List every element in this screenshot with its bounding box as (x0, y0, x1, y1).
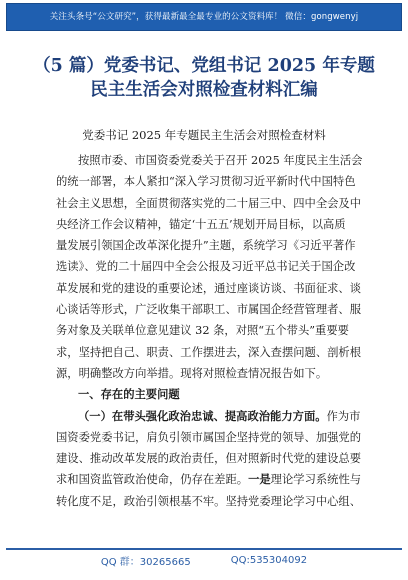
section-heading: 一、存在的主要问题 (78, 387, 180, 402)
document-subtitle: 党委书记 2025 年专题民主生活会对照检查材料 (82, 128, 326, 142)
document-body (56, 150, 374, 512)
title-line-2: 民主生活会对照检查材料汇编 (90, 80, 318, 100)
paragraph-line: 转化度不足，政治引领根基不牢。坚持党委理论学习中心组、 (56, 494, 362, 508)
footer-qq-number: QQ:535304092 (230, 554, 308, 566)
paragraph-line: 国资委党委书记，肩负引领市属国企坚持党的领导、加强党的 (56, 430, 362, 444)
sub-heading: （一）在带头强化政治忠诚、提高政治能力方面。 (78, 408, 327, 423)
paragraph-line (56, 469, 374, 490)
point-marker: 一是 (248, 472, 271, 487)
paragraph-line: 社会主义思想，全面贯彻落实党的二十届三中、四中全会及中 (56, 196, 362, 210)
paragraph-text: 理论学习系统性与 (270, 473, 362, 487)
paragraph-line: 量发展引领国企改革深化提升”主题，系统学习《习近平著作 (56, 239, 356, 253)
paragraph-line: 革发展和党的建设的重要论述，通过座谈访谈、书面征求、谈 (56, 281, 362, 295)
paragraph-line: 的统一部署，本人紧扣“深入学习贯彻习近平新时代中国特色 (56, 175, 356, 189)
paragraph-line: 心谈话等形式，广泛收集干部职工、市属国企经营管理者、服 (56, 303, 362, 317)
paragraph-line: 选读》、党的二十届四中全会公报及习近平总书记关于国企改 (56, 260, 356, 274)
paragraph-line: 求，坚持把自己、职责、工作摆进去，深入查摆问题、剖析根 (56, 345, 362, 359)
sub-heading-line (56, 406, 374, 427)
paragraph-text: 求和国资监管政治使命，仍存在差距。 (56, 473, 249, 487)
paragraph-line: 务对象及关联单位意见建议 32 条，对照“五个带头”重要要 (56, 324, 349, 338)
paragraph-line: 源，明确整改方向举措。现将对照检查情况报告如下。 (56, 366, 328, 380)
banner-text: 关注头条号“公文研究”，获得最新最全最专业的公文资料库！ 微信：gongwenyj (49, 12, 359, 22)
title-line-1: （5 篇）党委书记、党组书记 2025 年专题 (33, 56, 375, 76)
top-banner (6, 3, 402, 31)
footer-bar (6, 548, 402, 570)
document-title (10, 54, 398, 102)
paragraph-line: 按照市委、市国资委党委关于召开 2025 年度民主生活会 (78, 154, 363, 167)
paragraph-line: 建设、推动改革发展的政治责任，但对照新时代党的建设总要 (56, 452, 362, 466)
paragraph-line: 央经济工作会议精神，锚定‘十五五’规划开局目标，以高质 (56, 217, 346, 231)
sub-heading-tail: 作为市 (326, 409, 361, 423)
footer-qq-group: QQ 群：30265665 (100, 556, 191, 568)
